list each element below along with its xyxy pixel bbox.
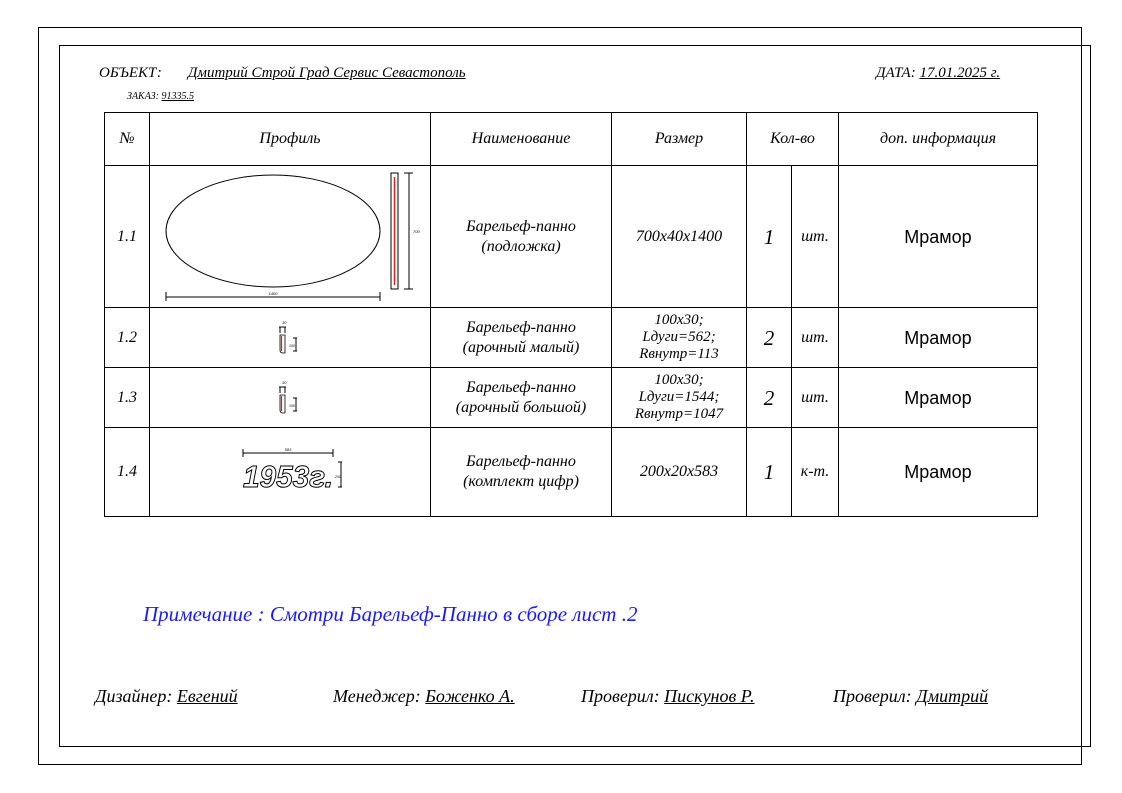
order-label: ЗАКАЗ:: [127, 91, 159, 102]
name-line-2: (подложка): [481, 237, 561, 255]
note-text: Примечание : Смотри Барельеф-Панно в сборе лист .2: [143, 602, 638, 626]
name-cell: [431, 308, 612, 368]
col-header-name: Наименование: [431, 113, 612, 166]
signature-name: Дмитрий: [916, 686, 989, 706]
qty-value: 1: [747, 428, 792, 517]
oval-height-label: 700: [413, 228, 420, 234]
oval-panel-drawing: [155, 169, 425, 305]
date-label: ДАТА:: [876, 65, 916, 81]
col-header-profile: Профиль: [150, 113, 431, 166]
arch-side-label: 100: [289, 343, 295, 348]
digits-width-label: 583: [284, 447, 292, 452]
col-header-size: Размер: [612, 113, 747, 166]
name-line-2: (арочный малый): [462, 338, 580, 356]
col-header-number: №: [105, 113, 150, 166]
size-line: 100х30;: [654, 312, 704, 328]
oval-width-label: 1400: [268, 290, 278, 296]
col-header-qty: Кол-во: [747, 113, 839, 166]
qty-value: 2: [747, 368, 792, 428]
signature-designer: [95, 686, 238, 707]
spec-table: [104, 112, 1038, 517]
digits-set-drawing: [235, 444, 345, 500]
signature-role: Проверил:: [581, 686, 660, 706]
name-cell: [431, 166, 612, 308]
digits-text: 1953г.: [243, 459, 333, 494]
arch-top-label: 30: [282, 379, 287, 385]
order-line: [127, 91, 194, 102]
profile-drawing-cell: [150, 368, 431, 428]
date-value: 17.01.2025 г.: [919, 65, 1001, 81]
signature-checker-1: [581, 686, 755, 707]
info-value: Мрамор: [839, 368, 1038, 428]
name-line-1: Барельеф-панно: [466, 217, 576, 235]
object-label: ОБЪЕКТ:: [99, 65, 162, 81]
date-line: [876, 65, 1000, 82]
table-row: [105, 166, 1038, 308]
qty-value: 2: [747, 308, 792, 368]
signature-checker-2: [833, 686, 988, 707]
arch-top-label: 30: [282, 319, 287, 325]
size-line: 100х30;: [654, 372, 704, 388]
row-number: 1.1: [105, 166, 150, 308]
order-value: 91335.5: [161, 91, 194, 102]
signature-role: Дизайнер:: [95, 686, 173, 706]
signature-name: Евгений: [176, 686, 238, 706]
size-line: 700х40х1400: [635, 227, 723, 245]
signature-role: Менеджер:: [333, 686, 421, 706]
table-row: [105, 368, 1038, 428]
qty-unit: шт.: [792, 308, 839, 368]
info-value: Мрамор: [839, 428, 1038, 517]
size-line: Lдуги=1544;: [638, 389, 720, 405]
arch-side-label: 100: [289, 403, 295, 408]
table-header-row: [105, 113, 1038, 166]
qty-unit: шт.: [792, 166, 839, 308]
name-cell: [431, 368, 612, 428]
arch-large-drawing: [275, 378, 305, 418]
arch-small-drawing: [275, 318, 305, 358]
profile-drawing-cell: [150, 166, 431, 308]
name-line-2: (арочный большой): [455, 398, 587, 416]
table-row: [105, 428, 1038, 517]
qty-unit: шт.: [792, 368, 839, 428]
name-line-1: Барельеф-панно: [466, 378, 576, 396]
qty-unit: к-т.: [792, 428, 839, 517]
size-cell: [612, 428, 747, 517]
size-line: Rвнутр=113: [639, 346, 719, 362]
name-line-1: Барельеф-панно: [466, 318, 576, 336]
signature-manager: [333, 686, 515, 707]
row-number: 1.3: [105, 368, 150, 428]
row-number: 1.2: [105, 308, 150, 368]
profile-drawing-cell: [150, 428, 431, 517]
table-row: [105, 308, 1038, 368]
signature-role: Проверил:: [833, 686, 912, 706]
object-value: Дмитрий Строй Град Сервис Севастополь: [187, 65, 466, 81]
info-value: Мрамор: [839, 308, 1038, 368]
size-cell: [612, 166, 747, 308]
size-cell: [612, 368, 747, 428]
signature-name: Боженко А.: [425, 686, 515, 706]
digits-height-label: 200: [335, 475, 341, 479]
size-cell: [612, 308, 747, 368]
name-line-1: Барельеф-панно: [466, 453, 576, 470]
col-header-info: доп. информация: [839, 113, 1038, 166]
row-number: 1.4: [105, 428, 150, 517]
size-line: Rвнутр=1047: [634, 406, 724, 422]
info-value: Мрамор: [839, 166, 1038, 308]
size-line: Lдуги=562;: [642, 329, 716, 345]
name-cell: [431, 428, 612, 517]
size-line: 200х20х583: [639, 463, 719, 480]
name-line-2: (комплект цифр): [463, 473, 579, 490]
object-line: [99, 65, 466, 82]
qty-value: 1: [747, 166, 792, 308]
profile-drawing-cell: [150, 308, 431, 368]
signature-name: Пискунов Р.: [664, 686, 755, 706]
